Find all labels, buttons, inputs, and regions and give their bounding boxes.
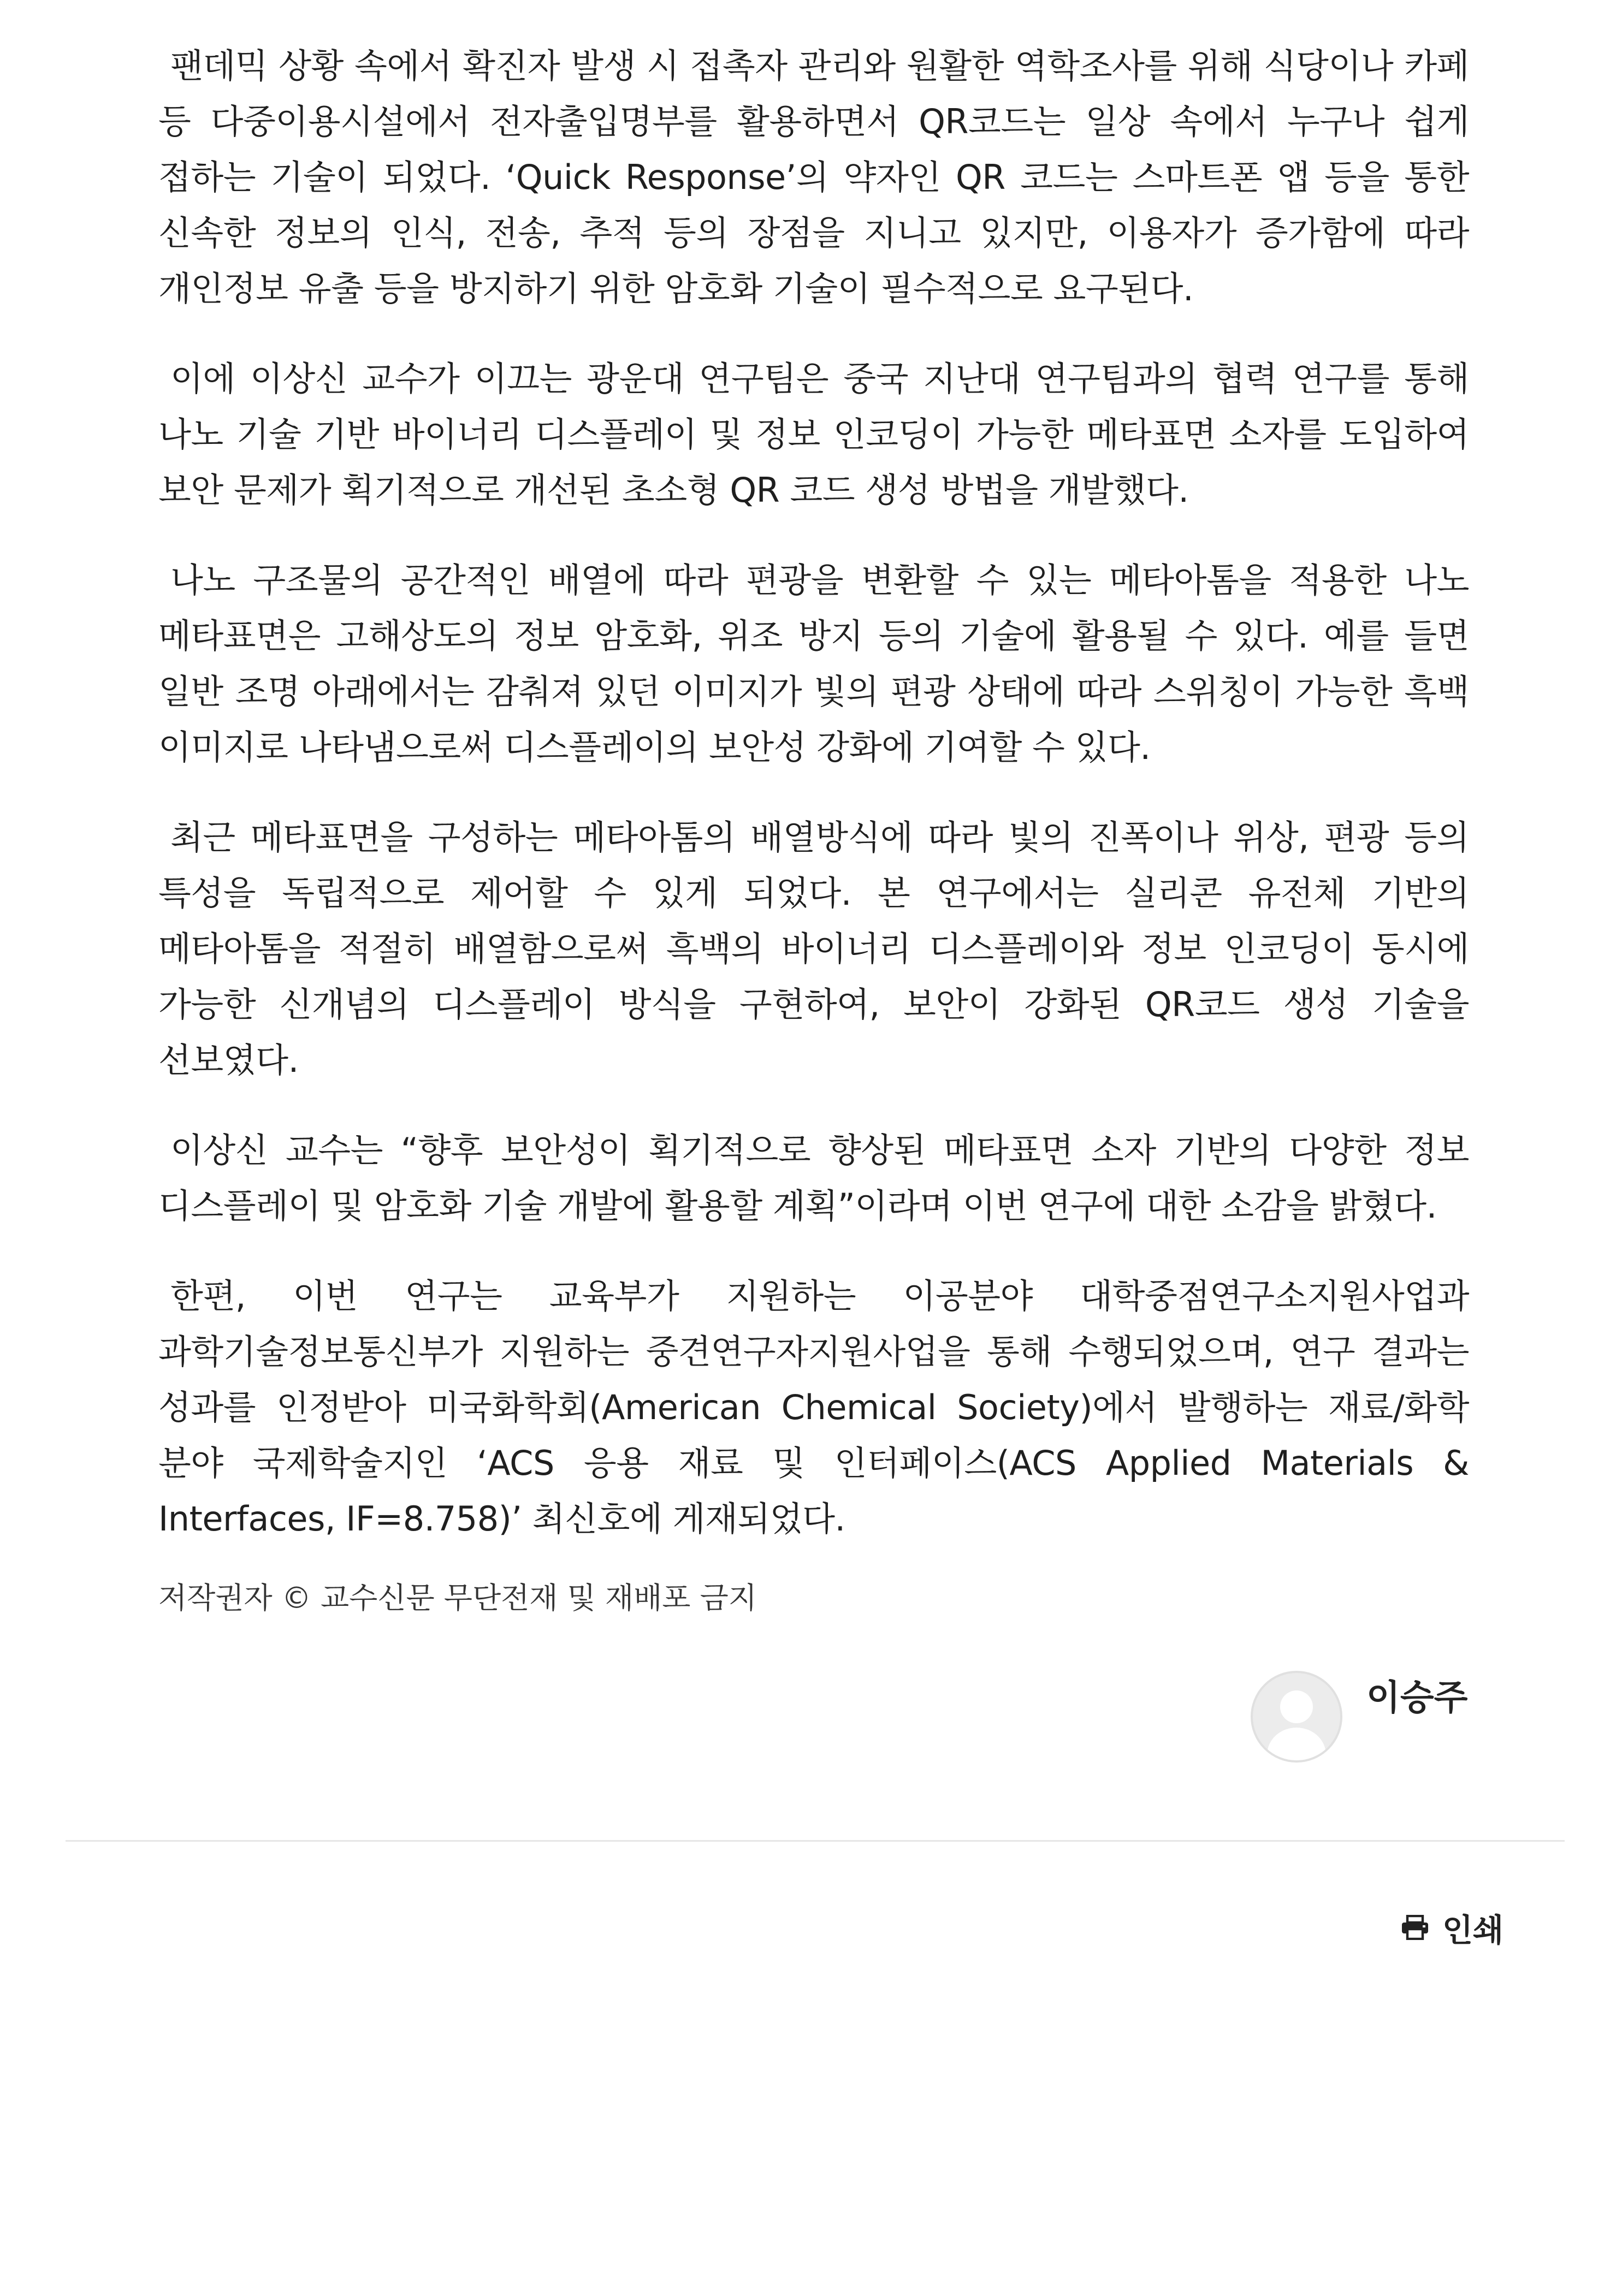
article-paragraph-3: 나노 구조물의 공간적인 배열에 따라 편광을 변환할 수 있는 메타아톰을 적용한 나노 메타표면은 고해상도의 정보 암호화, 위조 방지 등의 기술에 활용될 수 있다. 예를 들면 일반 조명 아래에서는 감춰져 있던 이미지가 빛의 편광 상태에 따라 스위칭이 가능한 흑백 이미지로 나타냄으로써 디스플레이의 보안성 강화에 기여할 수 있다. <box>158 560 1469 767</box>
article-paragraph-4: 최근 메타표면을 구성하는 메타아톰의 배열방식에 따라 빛의 진폭이나 위상, 편광 등의 특성을 독립적으로 제어할 수 있게 되었다. 본 연구에서는 실리콘 유전체 기반의 메타아톰을 적절히 배열함으로써 흑백의 바이너리 디스플레이와 정보 인코딩이 동시에 가능한 신개념의 디스플레이 방식을 구현하여, 보안이 강화된 QR코드 생성 기술을 선보였다. <box>158 817 1469 1080</box>
copyright-notice: 저작권자 © 교수신문 무단전재 및 재배포 금지 <box>158 1581 757 1615</box>
article-paragraph-5: 이상신 교수는 “향후 보안성이 획기적으로 향상된 메타표면 소자 기반의 다양한 정보 디스플레이 및 암호화 기술 개발에 활용할 계획”이라며 이번 연구에 대한 소감을 밝혔다. <box>158 1130 1469 1226</box>
printer-icon <box>1401 1915 1429 1940</box>
print-label: 인쇄 <box>1442 1912 1504 1949</box>
article-paragraph-2: 이에 이상신 교수가 이끄는 광운대 연구팀은 중국 지난대 연구팀과의 협력 연구를 통해 나노 기술 기반 바이너리 디스플레이 및 정보 인코딩이 가능한 메타표면 소자를 도입하여 보안 문제가 획기적으로 개선된 초소형 QR 코드 생성 방법을 개발했다. <box>158 359 1469 510</box>
author-box <box>1251 1668 1475 1766</box>
author-name[interactable]: 이승주 <box>1366 1678 1468 1718</box>
print-button[interactable] <box>1401 1903 1503 1952</box>
article-paragraph-1: 팬데믹 상황 속에서 확진자 발생 시 접촉자 관리와 원활한 역학조사를 위해 식당이나 카페 등 다중이용시설에서 전자출입명부를 활용하면서 QR코드는 일상 속에서 누구나 쉽게 접하는 기술이 되었다. ‘Quick Response’의 약자인 QR 코드는 스마트폰 앱 등을 통한 신속한 정보의 인식, 전송, 추적 등의 장점을 지니고 있지만, 이용자가 증가함에 따라 개인정보 유출 등을 방지하기 위한 암호화 기술이 필수적으로 요구된다. <box>158 46 1469 308</box>
user-avatar-icon <box>1251 1671 1342 1763</box>
section-divider <box>66 1840 1565 1842</box>
article-body <box>158 38 1469 1581</box>
article-paragraph-6: 한편, 이번 연구는 교육부가 지원하는 이공분야 대학중점연구소지원사업과 과학기술정보통신부가 지원하는 중견연구자지원사업을 통해 수행되었으며, 연구 결과는 성과를 인정받아 미국화학회(American Chemical Society)에서 발행하는 재료/화학 분야 국제학술지인 ‘ACS 응용 재료 및 인터페이스(ACS Applied Materials & Interfaces, IF=8.758)’ 최신호에 게재되었다. <box>158 1276 1469 1539</box>
